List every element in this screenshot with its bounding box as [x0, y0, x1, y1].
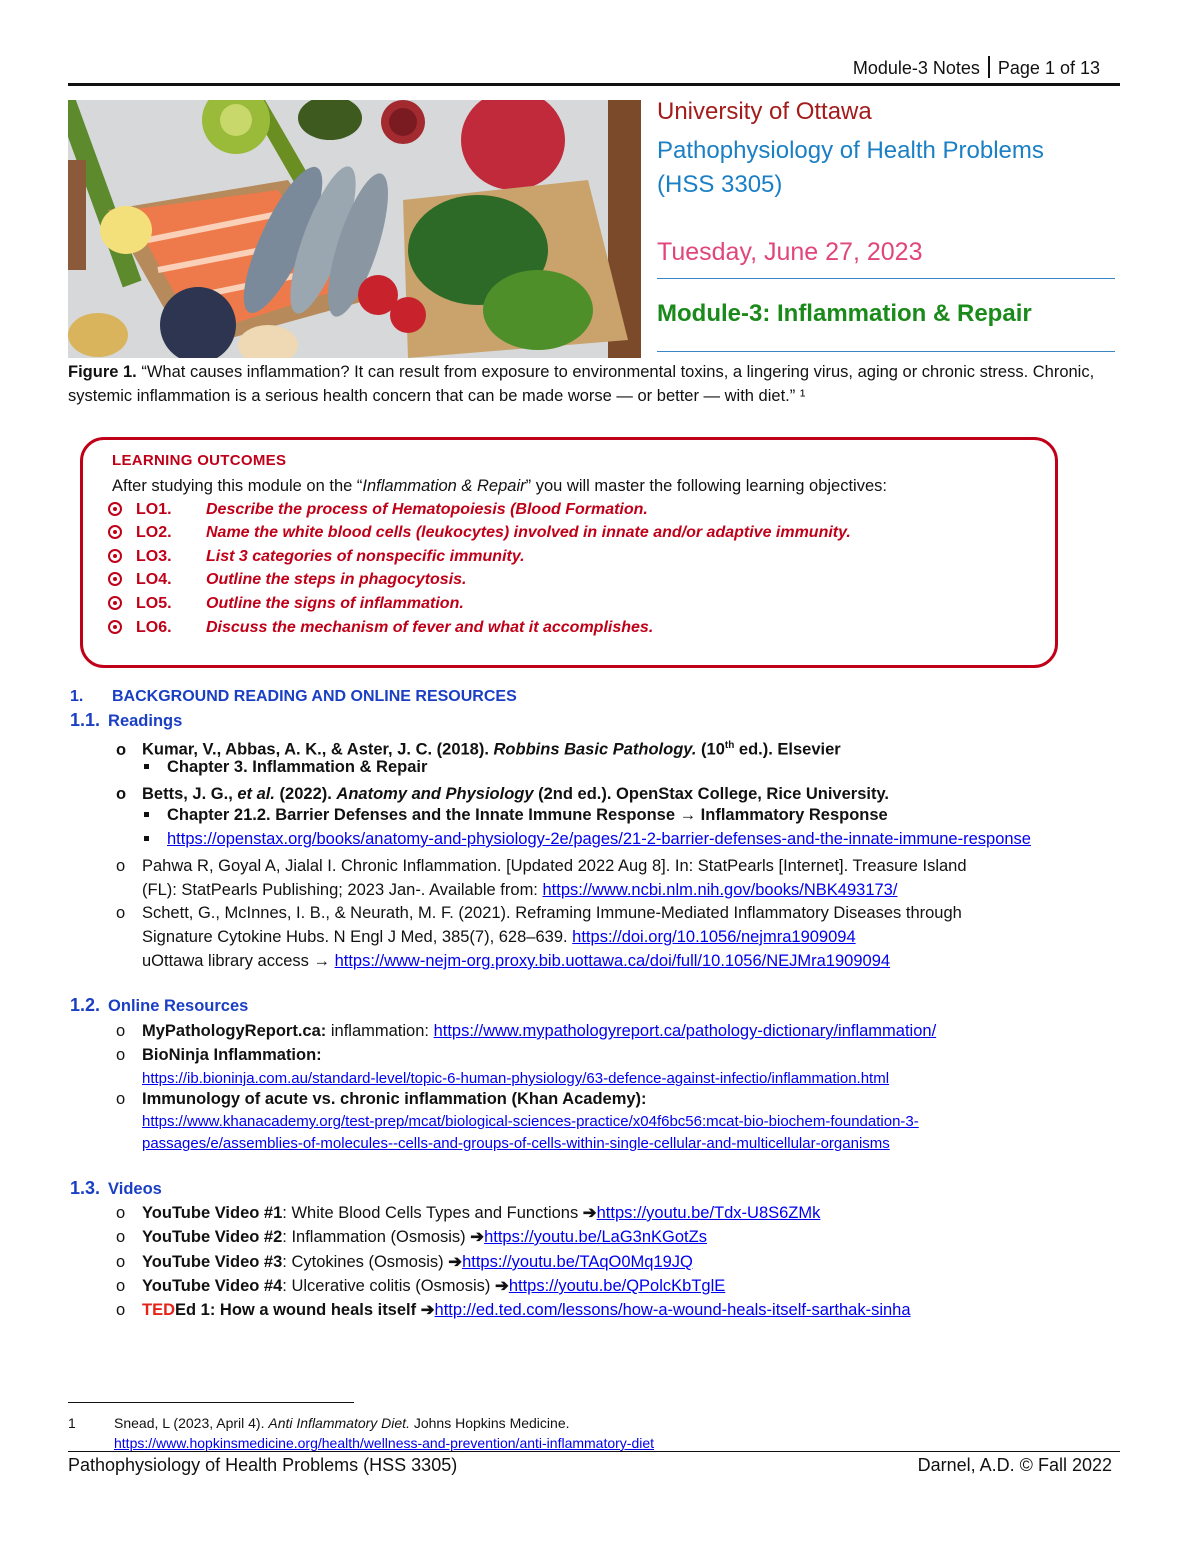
outcome-text: Outline the steps in phagocytosis.	[206, 571, 467, 588]
header-module: Module-3 Notes	[852, 58, 980, 78]
learning-outcomes-title: LEARNING OUTCOMES	[112, 452, 287, 469]
footer-rule	[68, 1451, 1120, 1452]
subsection-number: 1.3.	[70, 1178, 101, 1198]
list-bullet: o	[116, 785, 127, 803]
learning-outcomes-intro	[112, 477, 887, 496]
course-title-line2: (HSS 3305)	[657, 171, 783, 198]
video-label: YouTube Video #4	[142, 1277, 283, 1295]
subsection-number: 1.1.	[70, 710, 101, 730]
citation-authors: Betts, J. G.,	[142, 785, 238, 803]
list-bullet: o	[116, 1301, 126, 1319]
outcome-code: LO2.	[136, 524, 172, 541]
video-item	[116, 1225, 1126, 1249]
arrow-icon: ➔	[494, 1277, 509, 1295]
figure-label: Figure 1.	[68, 363, 137, 381]
reading-betts-chapter	[144, 806, 888, 825]
subsection-title: Readings	[108, 712, 183, 730]
target-bullet-icon	[108, 596, 122, 610]
video-item	[116, 1201, 1126, 1225]
video-title: : White Blood Cells Types and Functions	[282, 1204, 583, 1222]
mypathologyreport-link[interactable]: https://www.mypathologyreport.ca/pathology-dictionary/inflammation/	[433, 1022, 937, 1040]
link-line: passages/e/assemblies-of-molecules--cells-and-groups-of-cells-within-single-cellular-and-multicellular-organisms	[142, 1135, 890, 1152]
footnote-text: Snead, L (2023, April 4).	[114, 1415, 269, 1431]
doi-link[interactable]: https://doi.org/10.1056/nejmra1909094	[572, 928, 856, 946]
outcome-code: LO5.	[136, 595, 172, 612]
youtube-link[interactable]: https://youtu.be/LaG3nKGotZs	[484, 1228, 707, 1246]
outcome-code: LO1.	[136, 501, 172, 518]
list-bullet: o	[116, 740, 127, 759]
resource-text: inflammation:	[326, 1022, 434, 1040]
figure-text: “What causes inflammation? It can result from exposure to environmental toxins, a lingering virus, aging or chronic stress. Chronic, systemic inflammation is a serious health concern that can be made worse — or better — with diet.” ¹	[68, 363, 1095, 405]
reading-betts	[116, 782, 1126, 806]
module-divider	[657, 351, 1115, 352]
nejm-proxy-link[interactable]: https://www-nejm-org.proxy.bib.uottawa.ca/doi/full/10.1056/NEJMra1909094	[334, 952, 891, 970]
resource-mypathologyreport	[116, 1019, 1126, 1043]
list-bullet: o	[116, 1022, 126, 1040]
lecture-date: Tuesday, June 27, 2023	[657, 238, 923, 266]
khan-academy-link[interactable]	[142, 1113, 919, 1152]
citation-authors: Kumar, V., Abbas, A. K., & Aster, J. C. (2018).	[142, 740, 494, 759]
list-bullet: o	[116, 904, 126, 922]
link-line: https://www.khanacademy.org/test-prep/mcat/biological-sciences-practice/x04f6bc56:mcat-bio-biochem-foundation-3-	[142, 1113, 919, 1130]
citation-line: (FL): StatPearls Publishing; 2023 Jan-. Available from:	[142, 881, 543, 899]
target-bullet-icon	[108, 572, 122, 586]
outcome-text: List 3 categories of nonspecific immunity.	[206, 548, 525, 565]
square-bullet-icon	[144, 764, 149, 769]
chapter-text: Chapter 3. Inflammation & Repair	[167, 758, 428, 776]
hopkins-link[interactable]: https://www.hopkinsmedicine.org/health/wellness-and-prevention/anti-inflammatory-diet	[114, 1435, 655, 1451]
list-bullet: o	[116, 1090, 126, 1108]
module-title: Module-3: Inflammation & Repair	[657, 300, 1032, 327]
bioninja-link[interactable]: https://ib.bioninja.com.au/standard-level/topic-6-human-physiology/63-defence-against-infectio/inflammation.html	[142, 1070, 890, 1087]
learning-outcome-item	[108, 595, 464, 613]
footnote-marker: 1	[68, 1415, 76, 1431]
learning-outcome-item	[108, 619, 653, 637]
citation-title: Anatomy and Physiology	[336, 785, 534, 803]
outcome-code: LO6.	[136, 619, 172, 636]
ted-logo: TED	[142, 1301, 175, 1319]
footnote	[68, 1413, 654, 1453]
reading-kumar-chapter	[144, 758, 427, 777]
section-number: 1.	[70, 688, 84, 705]
intro-text: After studying this module on the “	[112, 477, 363, 495]
arrow-icon: ➔	[470, 1228, 485, 1246]
target-bullet-icon	[108, 620, 122, 634]
video-title: : Inflammation (Osmosis)	[282, 1228, 471, 1246]
course-title-line1: Pathophysiology of Health Problems	[657, 137, 1044, 164]
learning-outcome-item	[108, 571, 466, 589]
resource-khan-academy	[116, 1087, 1126, 1155]
video-item-ted	[116, 1298, 1126, 1322]
section-title: BACKGROUND READING AND ONLINE RESOURCES	[112, 688, 517, 705]
title-divider	[657, 278, 1115, 279]
citation-year: (2022).	[274, 785, 337, 803]
outcome-text: Describe the process of Hematopoiesis (Blood Formation.	[206, 501, 648, 518]
youtube-link[interactable]: https://youtu.be/QPolcKbTglE	[508, 1277, 726, 1295]
intro-module-name: Inflammation & Repair	[362, 477, 526, 495]
header-page: Page 1 of 13	[997, 58, 1100, 78]
footnote-publisher: Johns Hopkins Medicine.	[409, 1415, 570, 1431]
citation-line: Pahwa R, Goyal A, Jialal I. Chronic Inflammation. [Updated 2022 Aug 8]. In: StatPearls [Internet]. Treasure Island	[142, 857, 967, 875]
reading-schett	[116, 901, 1126, 973]
video-label: YouTube Video #1	[142, 1204, 283, 1222]
subsection-readings	[70, 710, 182, 731]
citation-publisher: ed.). Elsevier	[734, 740, 841, 759]
citation-edition: (10	[696, 740, 725, 759]
square-bullet-icon	[144, 836, 149, 841]
resource-bioninja	[116, 1043, 1126, 1091]
arrow-icon: ➔	[582, 1204, 597, 1222]
page-header	[853, 56, 1100, 79]
footnote-rule	[68, 1402, 354, 1403]
list-bullet: o	[116, 1277, 126, 1295]
course-title	[657, 134, 1044, 202]
outcome-text: Name the white blood cells (leukocytes) involved in innate and/or adaptive immunity.	[206, 524, 851, 541]
target-bullet-icon	[108, 525, 122, 539]
ted-title: Ed 1: How a wound heals itself	[175, 1301, 421, 1319]
university-name: University of Ottawa	[657, 98, 872, 125]
arrow-icon: ➔	[448, 1253, 463, 1271]
citation-publisher: (2nd ed.). OpenStax College, Rice University.	[533, 785, 889, 803]
openstax-link[interactable]: https://openstax.org/books/anatomy-and-physiology-2e/pages/21-2-barrier-defenses-and-the-innate-immune-response	[167, 830, 1031, 848]
learning-outcome-item	[108, 548, 525, 566]
target-bullet-icon	[108, 502, 122, 516]
outcome-text: Discuss the mechanism of fever and what it accomplishes.	[206, 619, 654, 636]
subsection-title: Online Resources	[108, 997, 249, 1015]
resource-label: BioNinja Inflammation:	[142, 1046, 322, 1064]
subsection-title: Videos	[108, 1180, 162, 1198]
library-access-label: uOttawa library access →	[142, 952, 335, 970]
learning-outcome-item	[108, 524, 851, 542]
list-bullet: o	[116, 1204, 126, 1222]
ted-link[interactable]: http://ed.ted.com/lessons/how-a-wound-heals-itself-sarthak-sinha	[434, 1301, 911, 1319]
target-bullet-icon	[108, 549, 122, 563]
resource-label: Immunology of acute vs. chronic inflammation (Khan Academy):	[142, 1090, 647, 1108]
header-rule	[68, 83, 1120, 86]
outcome-code: LO3.	[136, 548, 172, 565]
footer-course: Pathophysiology of Health Problems (HSS 3305)	[68, 1455, 458, 1475]
food-photo	[68, 100, 641, 358]
citation-line: Schett, G., McInnes, I. B., & Neurath, M. F. (2021). Reframing Immune-Mediated Inflammatory Diseases through	[142, 904, 962, 922]
footer-author: Darnel, A.D. © Fall 2022	[917, 1455, 1112, 1475]
section-heading	[70, 688, 517, 706]
chapter-text: Chapter 21.2. Barrier Defenses and the Innate Immune Response → Inflammatory Response	[167, 806, 888, 824]
youtube-link[interactable]: https://youtu.be/Tdx-U8S6ZMk	[596, 1204, 821, 1222]
citation-title: Robbins Basic Pathology.	[493, 740, 697, 759]
subsection-videos	[70, 1178, 162, 1199]
video-title: : Ulcerative colitis (Osmosis)	[282, 1277, 495, 1295]
outcome-text: Outline the signs of inflammation.	[206, 595, 464, 612]
arrow-icon: ➔	[420, 1301, 435, 1319]
list-bullet: o	[116, 1228, 126, 1246]
outcome-code: LO4.	[136, 571, 172, 588]
learning-outcome-item	[108, 501, 648, 519]
list-bullet: o	[116, 1253, 126, 1271]
list-bullet: o	[116, 857, 126, 875]
video-label: YouTube Video #2	[142, 1228, 283, 1246]
subsection-online-resources	[70, 995, 248, 1016]
subsection-number: 1.2.	[70, 995, 101, 1015]
list-bullet: o	[116, 1046, 126, 1064]
ncbi-link[interactable]: https://www.ncbi.nlm.nih.gov/books/NBK493173/	[542, 881, 898, 899]
intro-text-end: ” you will master the following learning objectives:	[525, 477, 887, 495]
reading-betts-link-row	[144, 830, 1031, 849]
video-title: : Cytokines (Osmosis)	[282, 1253, 449, 1271]
citation-etal: et al.	[237, 785, 275, 803]
video-label: YouTube Video #3	[142, 1253, 283, 1271]
youtube-link[interactable]: https://youtu.be/TAqO0Mq19JQ	[462, 1253, 693, 1271]
citation-sup: th	[724, 740, 735, 751]
resource-label: MyPathologyReport.ca:	[142, 1022, 327, 1040]
video-item	[116, 1250, 1126, 1274]
video-item	[116, 1274, 1126, 1298]
square-bullet-icon	[144, 812, 149, 817]
footnote-title: Anti Inflammatory Diet.	[268, 1415, 410, 1431]
figure-caption	[68, 360, 1120, 408]
citation-line: Signature Cytokine Hubs. N Engl J Med, 385(7), 628–639.	[142, 928, 573, 946]
header-divider	[988, 56, 990, 78]
reading-pahwa	[116, 854, 1126, 902]
